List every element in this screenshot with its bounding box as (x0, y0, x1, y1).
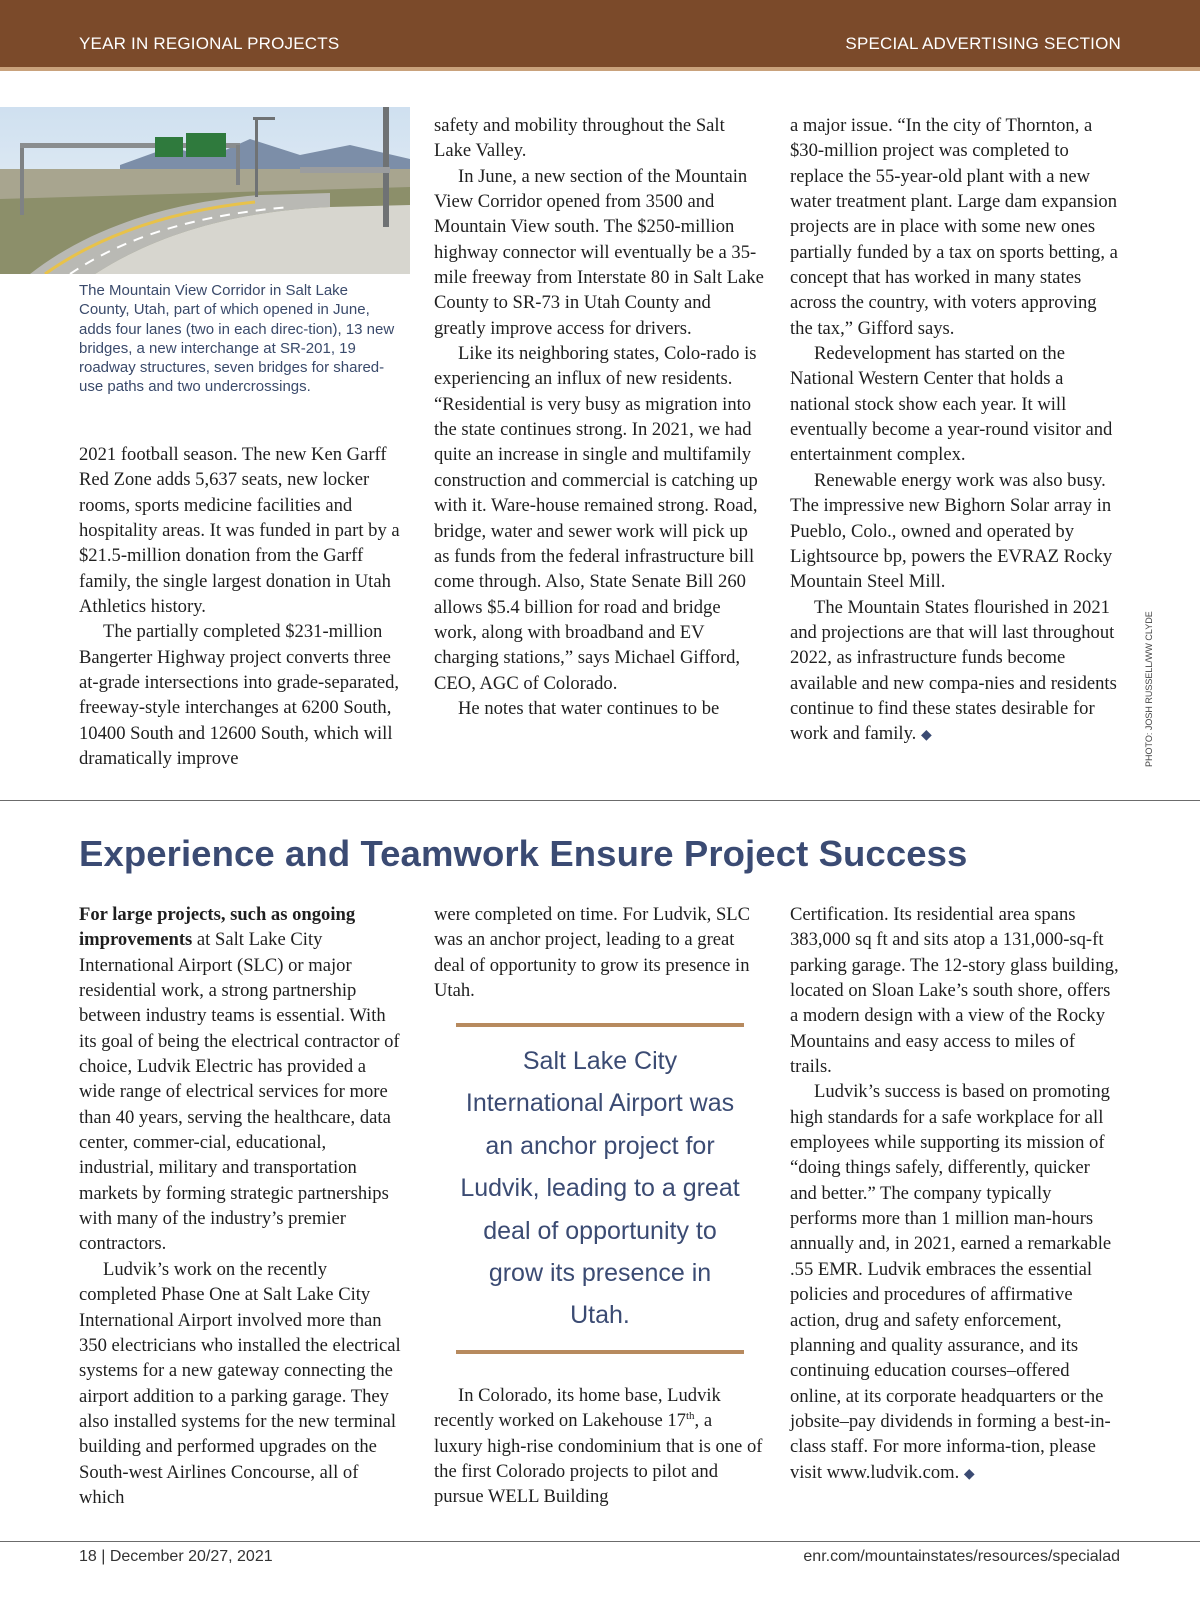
paragraph-text: In Colorado, its home base, Ludvik recently worked on Lakehouse 17 (434, 1385, 721, 1432)
section-header-bar (0, 0, 1200, 67)
pull-quote (456, 1023, 744, 1354)
paragraph: Ludvik’s work on the recently completed Phase One at Salt Lake City International Airport involved more than 350 electricians who installed the electrical systems for a new gateway connecting the airport addition to a parking garage. They also installed systems for the new terminal building and performed upgrades on the South-west Airlines Concourse, all of which (79, 1258, 401, 1508)
paragraph-text: , a luxury high-rise condominium that is one of the first Colorado projects to pilot and pursue WELL Building (434, 1410, 763, 1508)
paragraph-text: The Mountain States flourished in 2021 and projections are that will last throughout 2022, as infrastructure funds become available and new compa-nies and residents continue to find these states desirable for work and family. (790, 596, 1117, 745)
article-bottom-column-3 (790, 902, 1120, 1487)
highway-photo (0, 107, 410, 274)
paragraph: The partially completed $231-million Bangerter Highway project converts three at-grade intersections into grade-separated, freeway-style interchanges at 6200 South, 10400 South and 12600 South, which will dramatically improve (79, 621, 400, 770)
article-top-column-1 (79, 442, 404, 771)
paragraph-lead (79, 902, 404, 1257)
article-headline: Experience and Teamwork Ensure Project Success (79, 833, 968, 874)
photo-credit-text: PHOTO: JOSH RUSSELL/WW CLYDE (1144, 611, 1154, 767)
paragraph-last (790, 1079, 1120, 1487)
paragraph: In June, a new section of the Mountain View Corridor opened from 3500 and Mountain View south. The $250-million highway connector will eventually be a 35-mile freeway from Interstate 80 in Salt Lake County to SR-73 in Utah County and greatly improve access for drivers. (434, 165, 764, 339)
paragraph (434, 1383, 764, 1510)
section-divider (0, 800, 1200, 801)
end-mark-icon: ◆ (963, 1466, 975, 1482)
paragraph: safety and mobility throughout the Salt Lake Valley. (434, 115, 725, 162)
article-top-column-2 (434, 113, 764, 721)
paragraph: 2021 football season. The new Ken Garff Red Zone adds 5,637 seats, new locker rooms, sports medicine facilities and hospitality areas. It was funded in part by a $21.5-million donation from the Garff family, the single largest donation in Utah Athletics history. (79, 444, 400, 618)
paragraph: He notes that water continues to be (458, 697, 720, 719)
lead-in: For large projects, such as ongoing improvements (79, 904, 356, 951)
article-bottom-column-1 (79, 902, 404, 1510)
page-number-date: 18 | December 20/27, 2021 (79, 1548, 273, 1565)
section-title: YEAR IN REGIONAL PROJECTS (79, 34, 340, 53)
paragraph: Redevelopment has started on the National Western Center that holds a national stock show each year. It will eventually become a year-round visitor and entertainment complex. (790, 343, 1113, 466)
article-top-column-3 (790, 113, 1120, 749)
pull-quote-rule-bottom (456, 1350, 744, 1354)
paragraph: Renewable energy work was also busy. The impressive new Bighorn Solar array in Pueblo, Colo., owned and operated by Lightsource bp, powers the EVRAZ Rocky Mountain Steel Mill. (790, 469, 1113, 593)
paragraph-text: at Salt Lake City International Airport (SLC) or major residential work, a strong partnership between industry teams is essential. With its goal of being the electrical contractor of choice, Ludvik Electric has provided a wide range of electrical services for more than 40 years, serving the healthcare, data center, commer-cial, educational, industrial, military and transportation markets by forming strategic partnerships with many of the industry’s premier contractors. (79, 929, 400, 1255)
pull-quote-text: Salt Lake City International Airport was an anchor project for Ludvik, leading to a great deal of opportunity to grow its presence in Utah. (460, 1047, 740, 1330)
header-accent-rule (0, 67, 1200, 71)
paragraph-last (790, 595, 1120, 749)
paragraph-text: Ludvik’s success is based on promoting high standards for a safe workplace for all employees while supporting its mission of “doing things safely, differently, quicker and better.” The company typically performs more than 1 million man-hours annually and, in 2021, earned a remarkable .55 EMR. Ludvik embraces the essential policies and procedures of affirmative action, drug and safety enforcement, planning and quality assurance, and its continuing education courses–offered online, at its corporate headquarters or the jobsite–pay dividends in forming a best-in-class staff. For more informa-tion, please visit www.ludvik.com. (790, 1081, 1112, 1483)
superscript: th (685, 1410, 695, 1423)
footer-url: enr.com/mountainstates/resources/specialad (803, 1548, 1120, 1565)
article-bottom-column-2-bottom (434, 1383, 764, 1510)
end-mark-icon: ◆ (921, 728, 932, 744)
photo-credit (1140, 611, 1156, 770)
footer-rule (0, 1541, 1200, 1542)
advertising-label: SPECIAL ADVERTISING SECTION (845, 34, 1121, 53)
photo-caption: The Mountain View Corridor in Salt Lake County, Utah, part of which opened in June, adds four lanes (two in each direc-tion), 13 new bridges, a new interchange at SR-201, 19 roadway structures, seven bridges for shared-use paths and two undercrossings. (79, 282, 395, 396)
paragraph: were completed on time. For Ludvik, SLC was an anchor project, leading to a great deal of opportunity to grow its presence in Utah. (434, 904, 751, 1002)
paragraph: a major issue. “In the city of Thornton, a $30-million project was completed to replace the 55-year-old plant with a new water treatment plant. Large dam expansion projects are in place with some new ones partially funded by a tax on sports betting, a concept that has worked in many states across the country, with voters approving the tax,” Gifford says. (790, 115, 1118, 339)
paragraph: Like its neighboring states, Colo-rado is experiencing an influx of new residents. “Residential is very busy as migration into the state continues strong. In 2021, we had quite an increase in single and multifamily construction and commercial is catching up with it. Ware-house remained strong. Road, bridge, water and sewer work will pick up as funds from the federal infrastructure bill come through. Also, State Senate Bill 260 allows $5.4 billion for road and bridge work, along with broadband and EV charging stations,” says Michael Gifford, CEO, AGC of Colorado. (434, 343, 758, 694)
paragraph: Certification. Its residential area spans 383,000 sq ft and sits atop a 131,000-sq-ft parking garage. The 12-story glass building, located on Sloan Lake’s south shore, offers a modern design with a view of the Rocky Mountains and easy access to miles of trails. (790, 904, 1119, 1078)
article-bottom-column-2-top (434, 902, 764, 1003)
